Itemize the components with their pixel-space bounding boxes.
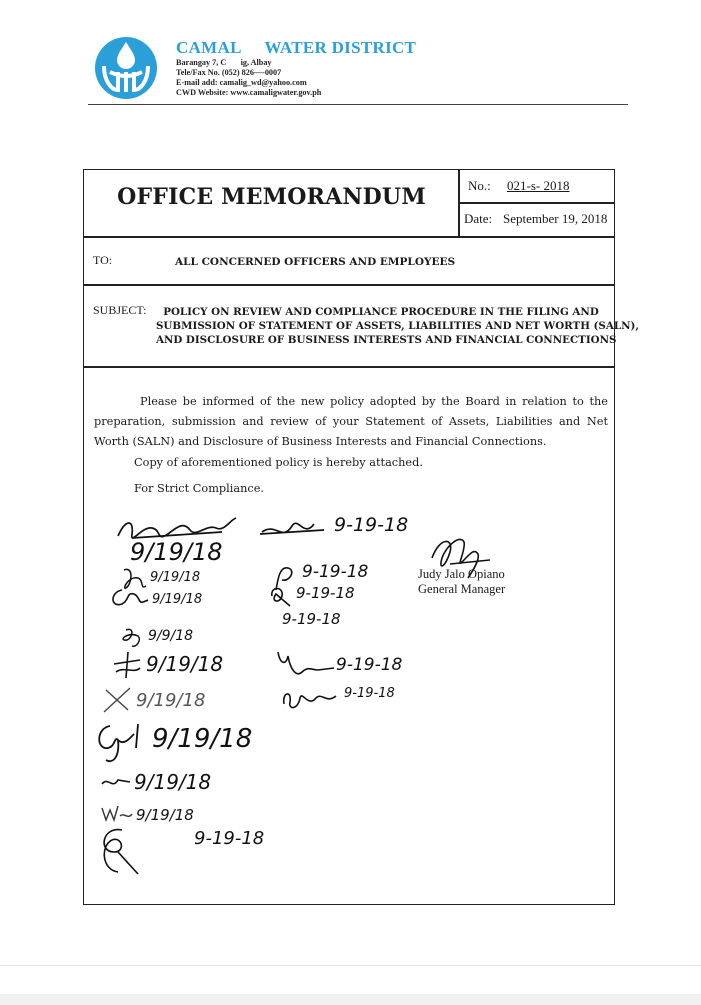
handwritten-date-2: 9-19-18 xyxy=(334,514,409,536)
memo-number-value: 021-s- 2018 xyxy=(507,178,570,193)
memo-date-value: September 19, 2018 xyxy=(503,211,608,226)
handwritten-date-7: 9-19-18 xyxy=(282,610,341,628)
organization-website: CWD Website: www.camaligwater.gov.ph xyxy=(176,88,322,97)
subject-label: SUBJECT: xyxy=(93,303,147,317)
handwritten-initials-8 xyxy=(110,650,144,680)
organization-name: CAMAL WATER DISTRICT xyxy=(176,38,417,57)
title-row-divider xyxy=(83,236,615,238)
handwritten-initials-13 xyxy=(100,772,134,794)
to-recipients: ALL CONCERNED OFFICERS AND EMPLOYEES xyxy=(175,256,456,268)
subject-row-divider xyxy=(83,366,615,368)
handwritten-initials-10 xyxy=(100,684,134,714)
organization-telefax: Tele/Fax No. (052) 826—-0007 xyxy=(176,68,282,77)
handwritten-date-11: 9/19/18 xyxy=(136,690,206,711)
handwritten-date-15: 9/19/18 xyxy=(136,806,194,824)
subject-line-2: SUBMISSION OF STATEMENT OF ASSETS, LIABILITIES AND NET WORTH (SALN), xyxy=(156,320,639,332)
handwritten-date-9: 9/19/18 xyxy=(146,652,224,676)
handwritten-date-16: 9-19-18 xyxy=(194,828,265,849)
handwritten-date-8: 9/9/18 xyxy=(148,628,194,644)
handwritten-date-10: 9-19-18 xyxy=(336,655,403,675)
handwritten-initials-5 xyxy=(108,586,154,610)
organization-email: E-mail add: camalig_wd@yahoo.com xyxy=(176,78,307,87)
body-paragraph: Please be informed of the new policy adopted by the Board in relation to the preparation, submission and review of your Statement of Assets, Liabilities and Net Worth (SALN) and Disclosure of Business Interests and Financial Connections. xyxy=(94,395,608,448)
handwritten-initials-14 xyxy=(100,802,136,824)
water-drop-logo-icon xyxy=(94,36,158,100)
handwritten-date-1: 9/19/18 xyxy=(130,538,223,566)
to-row-divider xyxy=(83,284,615,286)
handwritten-date-5: 9/19/18 xyxy=(152,592,203,607)
memo-title: OFFICE MEMORANDUM xyxy=(117,184,426,210)
handwritten-initials-2 xyxy=(258,512,328,546)
attachment-note: Copy of aforementioned policy is hereby attached. xyxy=(134,456,423,469)
subject-line-1: POLICY ON REVIEW AND COMPLIANCE PROCEDURE IN THE FILING AND xyxy=(163,306,599,318)
handwritten-initials-6 xyxy=(266,582,296,610)
handwritten-initials-11 xyxy=(278,684,340,714)
handwritten-date-14: 9/19/18 xyxy=(134,770,212,794)
handwritten-date-6: 9-19-18 xyxy=(296,584,355,602)
to-label: TO: xyxy=(93,253,113,267)
signatory-title: General Manager xyxy=(418,582,506,596)
handwritten-initials-15 xyxy=(92,822,148,878)
handwritten-initials-12 xyxy=(92,718,156,766)
memo-date-label: Date: xyxy=(464,211,493,226)
compliance-note: For Strict Compliance. xyxy=(134,482,264,495)
memo-number-label: No.: xyxy=(468,178,491,193)
letterhead-divider xyxy=(88,104,628,105)
signatory-name: Judy Jalo Opiano xyxy=(418,567,505,581)
organization-address: Barangay 7, C ig, Albay xyxy=(176,58,272,67)
handwritten-initials-7 xyxy=(118,624,146,650)
handwritten-date-3: 9/19/18 xyxy=(150,570,201,585)
handwritten-date-13: 9/19/18 xyxy=(152,724,253,754)
handwritten-initials-9 xyxy=(272,648,336,684)
handwritten-date-12: 9-19-18 xyxy=(344,686,395,701)
number-date-divider xyxy=(458,202,615,204)
handwritten-date-4: 9-19-18 xyxy=(302,562,369,582)
scan-edge-shade xyxy=(0,994,701,1005)
scan-edge-line xyxy=(0,965,701,966)
subject-line-3: AND DISCLOSURE OF BUSINESS INTERESTS AND FINANCIAL CONNECTIONS xyxy=(156,334,617,346)
